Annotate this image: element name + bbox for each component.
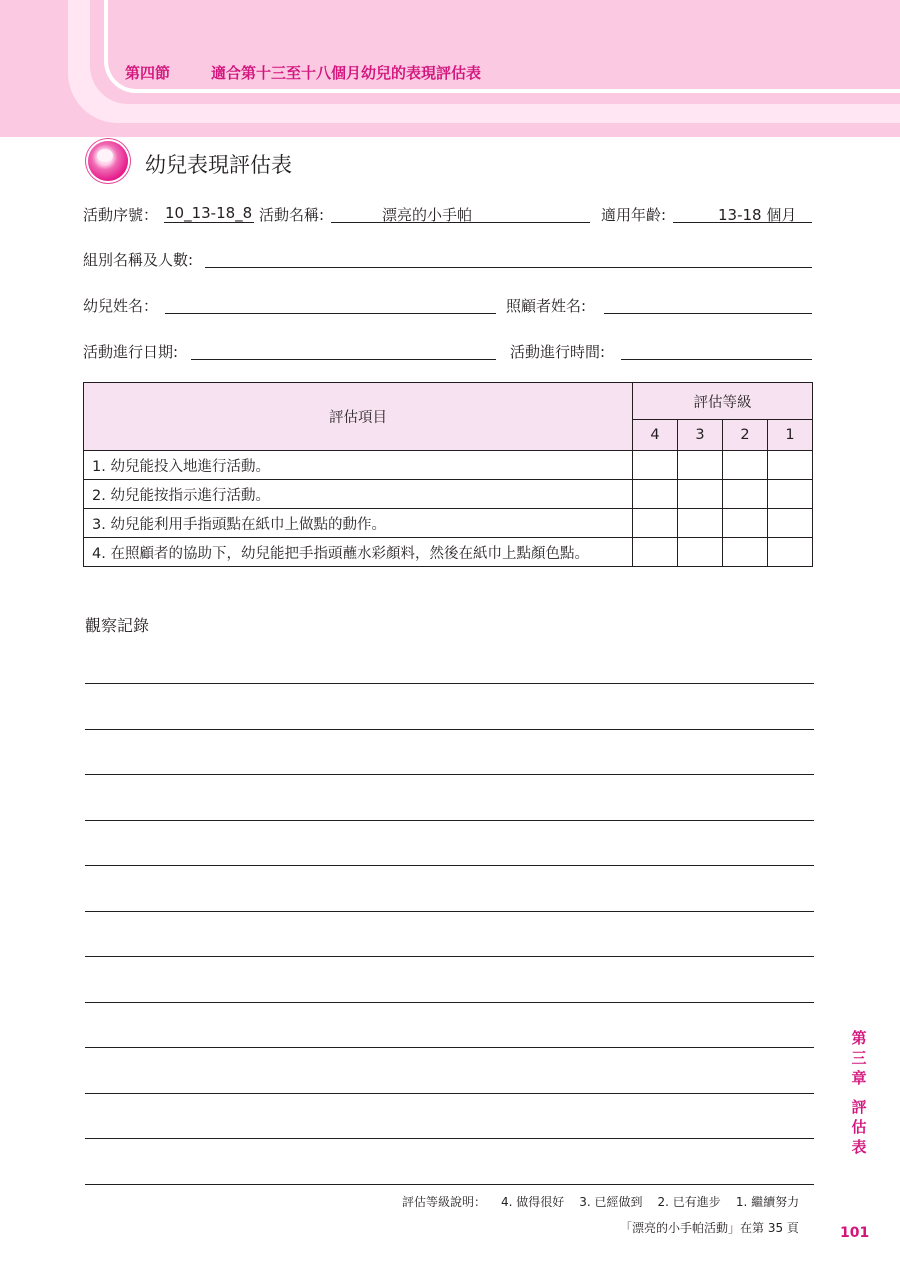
- observation-label: 觀察記錄: [85, 616, 150, 635]
- observation-line[interactable]: [85, 1047, 814, 1048]
- carer-name-label: 照顧者姓名:: [506, 297, 587, 315]
- form-title: 幼兒表現評估表: [145, 153, 292, 177]
- date-field[interactable]: [191, 359, 496, 360]
- legend-label: 評估等級說明：: [402, 1195, 487, 1209]
- grade-3-header: 3: [678, 420, 723, 451]
- observation-line[interactable]: [85, 1184, 814, 1185]
- legend-item-2: 2. 已有進步: [657, 1195, 721, 1209]
- observation-line[interactable]: [85, 729, 814, 730]
- grade-cell[interactable]: [768, 451, 813, 480]
- observation-line[interactable]: [85, 1093, 814, 1094]
- grade-cell[interactable]: [768, 538, 813, 567]
- side-topic-label: [850, 1097, 868, 1157]
- side-char: 第: [851, 1029, 867, 1047]
- observation-line[interactable]: [85, 774, 814, 775]
- grade-header: 評估等級: [633, 383, 813, 420]
- grade-cell[interactable]: [768, 509, 813, 538]
- child-name-field[interactable]: [165, 313, 496, 314]
- item-text: 4. 在照顧者的協助下，幼兒能把手指頭蘸水彩顏料，然後在紙巾上點顏色點。: [84, 538, 633, 567]
- side-chapter-label: [850, 1028, 868, 1088]
- group-field[interactable]: [205, 267, 812, 268]
- grade-cell[interactable]: [678, 538, 723, 567]
- activity-no-field[interactable]: [164, 222, 254, 223]
- grade-legend: [402, 1193, 799, 1210]
- table-row: [84, 509, 813, 538]
- child-name-label: 幼兒姓名：: [83, 297, 159, 315]
- carer-name-field[interactable]: [604, 313, 812, 314]
- side-char: 三: [851, 1049, 867, 1067]
- age-field[interactable]: [673, 222, 812, 223]
- activity-no-label: 活動序號：: [83, 206, 159, 224]
- observation-line[interactable]: [85, 865, 814, 866]
- date-label: 活動進行日期:: [83, 343, 179, 361]
- side-char: 評: [851, 1098, 867, 1116]
- item-text: 2. 幼兒能按指示進行活動。: [84, 480, 633, 509]
- age-label: 適用年齡:: [601, 206, 667, 224]
- side-char: 估: [851, 1118, 867, 1136]
- observation-line[interactable]: [85, 1002, 814, 1003]
- table-row: [84, 480, 813, 509]
- observation-line[interactable]: [85, 683, 814, 684]
- table-row: [84, 451, 813, 480]
- section-title: 適合第十三至十八個月幼兒的表現評估表: [211, 64, 482, 82]
- grade-cell[interactable]: [678, 451, 723, 480]
- side-char: 表: [851, 1138, 867, 1156]
- section-label: 第四節: [125, 64, 171, 82]
- grade-cell[interactable]: [678, 480, 723, 509]
- grade-2-header: 2: [723, 420, 768, 451]
- activity-name-value: 漂亮的小手帕: [382, 206, 473, 224]
- grade-cell[interactable]: [723, 480, 768, 509]
- group-label: 組別名稱及人數:: [83, 251, 194, 269]
- grade-4-header: 4: [633, 420, 678, 451]
- item-text: 3. 幼兒能利用手指頭點在紙巾上做點的動作。: [84, 509, 633, 538]
- item-text: 1. 幼兒能投入地進行活動。: [84, 451, 633, 480]
- grade-cell[interactable]: [633, 538, 678, 567]
- grade-cell[interactable]: [678, 509, 723, 538]
- observation-line[interactable]: [85, 820, 814, 821]
- grade-cell[interactable]: [768, 480, 813, 509]
- page-number: 101: [840, 1225, 870, 1241]
- time-label: 活動進行時間:: [510, 343, 606, 361]
- evaluation-table: [83, 382, 813, 567]
- orb-highlight: [97, 149, 113, 162]
- legend-item-4: 4. 做得很好: [501, 1195, 565, 1209]
- grade-cell[interactable]: [723, 509, 768, 538]
- observation-line[interactable]: [85, 1138, 814, 1139]
- grade-cell[interactable]: [633, 480, 678, 509]
- grade-cell[interactable]: [723, 451, 768, 480]
- observation-line[interactable]: [85, 911, 814, 912]
- legend-item-3: 3. 已經做到: [579, 1195, 643, 1209]
- time-field[interactable]: [621, 359, 812, 360]
- legend-item-1: 1. 繼續努力: [735, 1195, 800, 1209]
- activity-name-label: 活動名稱:: [259, 206, 325, 224]
- grade-cell[interactable]: [633, 509, 678, 538]
- observation-line[interactable]: [85, 956, 814, 957]
- grade-cell[interactable]: [723, 538, 768, 567]
- side-char: 章: [851, 1069, 867, 1087]
- grade-cell[interactable]: [633, 451, 678, 480]
- activity-no-value: 10_13-18_8: [165, 204, 253, 222]
- activity-name-field[interactable]: [331, 222, 590, 223]
- item-header: 評估項目: [84, 383, 633, 451]
- age-value: 13-18 個月: [718, 206, 797, 224]
- page-reference: 「漂亮的小手帕活動」在第 35 頁: [620, 1221, 799, 1235]
- table-row: [84, 538, 813, 567]
- grade-1-header: 1: [768, 420, 813, 451]
